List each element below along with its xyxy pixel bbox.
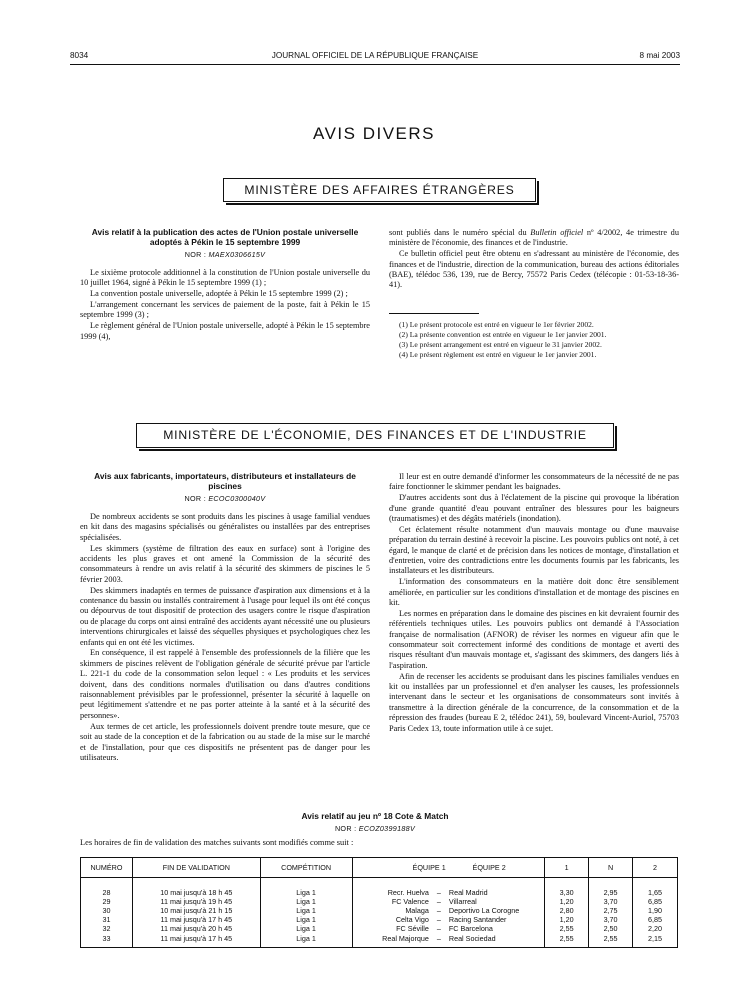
cell-dash: –	[436, 896, 441, 906]
col-header-2: 2	[633, 858, 678, 878]
nor-label: NOR :	[334, 823, 357, 833]
article-2-paragraph: De nombreux accidents se sont produits dans les piscines à usage familial vendues en kit dans des magasins spécialisés ou généralistes ou installées par des entreprises spécialisées.	[80, 512, 370, 542]
cell-odds-1: 2,80	[545, 906, 589, 915]
article-2-paragraph: D'autres accidents sont dus à l'éclatement de la piscine qui provoque la libération d'une grande quantité d'eau pouvant entraîner des blessures pour les baigneurs (traumatismes) et des dégâts matériels (inondation).	[389, 493, 679, 524]
cell-odds-2: 2,15	[633, 934, 678, 948]
page-number: 8034	[70, 51, 89, 60]
col-header-competition: COMPÉTITION	[260, 858, 352, 878]
cell-equipe1: FC Valence	[352, 897, 432, 906]
cell-odds-n: 2,75	[589, 906, 633, 915]
cell-equipe1: Malaga	[352, 906, 432, 915]
cell-odds-2: 6,85	[633, 897, 678, 906]
text-run: nº 4/2002, 4e trimestre du ministère de l'économie, des finances et de l'industrie.	[389, 228, 679, 248]
footnote-rule	[389, 313, 479, 314]
cell-dash: –	[436, 924, 441, 934]
cell-numero: 28	[81, 888, 133, 897]
article-1-paragraph: L'arrangement concernant les services de paiement de la poste, fait à Pékin le 15 septembre 1999 (3) ;	[80, 300, 370, 320]
cell-numero: 31	[81, 915, 133, 924]
cell-equipe2: Deportivo La Corogne	[446, 906, 545, 915]
article-1-title: Avis relatif à la publication des actes de l'Union postale universelle adoptés à Pékin le 15 septembre 1999	[91, 227, 359, 247]
table-row	[81, 924, 678, 933]
cell-numero: 30	[81, 906, 133, 915]
article-1-paragraph: Le sixième protocole additionnel à la constitution de l'Union postale universelle du 10 juillet 1964, signé à Pékin le 15 septembre 1999 (1) ;	[80, 268, 370, 288]
cell-equipe1: Celta Vigo	[352, 915, 432, 924]
col-header-equipe1: ÉQUIPE 1	[412, 863, 446, 872]
cell-odds-n: 3,70	[589, 897, 633, 906]
cell-equipe2: Racing Santander	[446, 915, 545, 924]
cell-dash: –	[436, 905, 441, 915]
footnote: (1) Le présent protocole est entré en vigueur le 1er février 2002.	[399, 319, 594, 329]
cell-fin: 11 mai jusqu'à 19 h 45	[132, 897, 260, 906]
cell-fin: 11 mai jusqu'à 20 h 45	[132, 924, 260, 933]
cell-odds-2: 2,20	[633, 924, 678, 933]
table-row	[81, 934, 678, 948]
col-header-equipe2: ÉQUIPE 2	[472, 863, 506, 872]
ministry-heading-foreign-affairs	[223, 178, 536, 202]
article-1-right-column	[389, 228, 679, 361]
col-header-1: 1	[545, 858, 589, 878]
nor-label: NOR :	[184, 493, 206, 503]
article-3-title: Avis relatif au jeu nº 18 Cote & Match	[301, 811, 449, 821]
header-rule	[70, 64, 680, 65]
article-2-paragraph: Des skimmers inadaptés en termes de puissance d'aspiration aux dimensions et à la contenance du bassin ou installés contrairement à l'usage pour lequel ils ont été conçus ou dépourvus de tout dispositif de protection des usagers contre le risque d'aspiration ou de placage du corps ont ainsi entraîné des accidents ayant nécessité une ou plusieurs interventions chirurgicales et laissé des séquelles physiques et psychologiques chez les enfants qui en ont été les victimes.	[80, 585, 370, 647]
table-row	[81, 915, 678, 924]
col-header-n: N	[589, 858, 633, 878]
cell-numero: 29	[81, 897, 133, 906]
article-3-intro: Les horaires de fin de validation des matches suivants sont modifiés comme suit :	[80, 838, 354, 848]
ministry-heading-label: MINISTÈRE DES AFFAIRES ÉTRANGÈRES	[244, 183, 515, 197]
table-header-row	[81, 858, 678, 878]
cell-equipe2: FC Barcelona	[446, 924, 545, 933]
cell-competition: Liga 1	[260, 915, 352, 924]
article-2-paragraph: En conséquence, il est rappelé à l'ensemble des professionnels de la filière que les skimmers de piscines relèvent de l'obligation générale de sécurité prévue par l'article L. 221-1 du code de la consommation selon lequel : « Les produits et les services doivent, dans des conditions normales d'utilisation ou dans d'autres conditions raisonnablement prévisibles par le professionnel, présenter la sécurité à laquelle on peut légitimement s'attendre et ne pas porter atteinte à la santé et à la sécurité des personnes».	[80, 648, 370, 720]
cell-dash: –	[436, 887, 441, 897]
cell-odds-1: 2,55	[545, 934, 589, 948]
article-2-paragraph: Les normes en préparation dans le domaine des piscines en kit devraient fournir des référentiels techniques utiles. Les pouvoirs publics ont demandé à l'Association française de normalisation (AFNOR) de réviser les normes en vigueur afin que le consommateur soit correctement informé des conditions de montage et averti des risques résultant d'un mauvais montage et, s'agissant des skimmers, des dangers liés à l'aspiration.	[389, 608, 679, 670]
cell-competition: Liga 1	[260, 888, 352, 897]
cell-competition: Liga 1	[260, 924, 352, 933]
col-header-equipes	[352, 858, 545, 878]
cell-odds-1: 1,20	[545, 915, 589, 924]
article-2-paragraph: L'information des consommateurs en la matière doit donc être sensiblement améliorée, en particulier sur les conditions d'installation et de montage des piscines en kit.	[389, 577, 679, 608]
cell-odds-2: 1,90	[633, 906, 678, 915]
cell-equipe2: Real Madrid	[446, 888, 545, 897]
article-3-nor	[70, 824, 680, 834]
running-header	[70, 51, 680, 65]
cell-odds-n: 2,95	[589, 888, 633, 897]
cell-equipe1: FC Séville	[352, 924, 432, 933]
footnote: (3) Le présent arrangement est entré en vigueur le 31 janvier 2002.	[399, 340, 602, 350]
nor-label: NOR :	[184, 249, 207, 259]
article-2-paragraph: Les skimmers (système de filtration des eaux en surface) sont à l'origine des accidents les plus graves et ont amené la Commission de la sécurité des consommateurs à rendre un avis relatif à la sécurité des skimmers de piscines le 5 février 2003.	[80, 543, 370, 584]
article-2-paragraph: Afin de recenser les accidents se produisant dans les piscines familiales vendues en kit ou installées par un professionnel et d'en analyser les causes, les professionnels intervenant dans le secteur et les organisations de consommateurs sont invités à transmettre à la direction générale de la concurrence, de la consommation et de la répression des fraudes (bureau E 2, télédoc 241), 59, boulevard Vincent-Auriol, 75703 Paris Cedex 13, toute information utile à ce sujet.	[389, 671, 679, 733]
cell-competition: Liga 1	[260, 897, 352, 906]
cell-numero: 32	[81, 924, 133, 933]
cell-odds-2: 1,65	[633, 888, 678, 897]
cell-odds-n: 2,50	[589, 924, 633, 933]
cell-fin: 11 mai jusqu'à 17 h 45	[132, 934, 260, 948]
article-1-paragraph: Le règlement général de l'Union postale universelle, adopté à Pékin le 15 septembre 1999 (4),	[80, 321, 370, 341]
ministry-heading-label: MINISTÈRE DE L'ÉCONOMIE, DES FINANCES ET DE L'INDUSTRIE	[163, 428, 587, 442]
article-2-right-column	[389, 472, 679, 735]
cell-equipe2: Villarreal	[446, 897, 545, 906]
article-1-availability-paragraph: Ce bulletin officiel peut être obtenu en s'adressant au ministère de l'économie, des finances et de l'industrie, direction de la communication, bureau des actions éditoriales (BAE), télédoc 536, 139, rue de Bercy, 75572 Paris Cedex (télécopie : 01-53-18-36-41).	[389, 249, 679, 290]
article-1-paragraph: La convention postale universelle, adoptée à Pékin le 15 septembre 1999 (2) ;	[90, 289, 348, 299]
article-3	[70, 812, 680, 856]
article-2-title: Avis aux fabricants, importateurs, distributeurs et installateurs de piscines	[94, 471, 356, 491]
footnotes	[389, 320, 679, 361]
ministry-heading-economy	[136, 423, 614, 448]
nor-code: MAEX0306615V	[208, 249, 266, 259]
article-1-publication-paragraph	[389, 228, 679, 249]
table-spacer	[81, 878, 678, 888]
journal-title: JOURNAL OFFICIEL DE LA RÉPUBLIQUE FRANÇAISE	[271, 51, 479, 60]
cell-equipe1: Real Majorque	[352, 934, 432, 948]
table-row	[81, 897, 678, 906]
table-row	[81, 888, 678, 897]
cell-numero: 33	[81, 934, 133, 948]
nor-code: ECOC0300040V	[208, 493, 266, 503]
table-row	[81, 906, 678, 915]
bulletin-title: Bulletin officiel	[530, 228, 584, 237]
col-header-fin: FIN DE VALIDATION	[132, 858, 260, 878]
cell-odds-1: 1,20	[545, 897, 589, 906]
nor-code: ECOZ0399188V	[358, 823, 416, 833]
issue-date: 8 mai 2003	[639, 51, 680, 60]
cell-fin: 10 mai jusqu'à 21 h 15	[132, 906, 260, 915]
col-header-numero: NUMÉRO	[81, 858, 133, 878]
article-2-paragraph: Aux termes de cet article, les professionnels doivent prendre toute mesure, que ce soit au stade de la conception et de la fabrication ou au stade de la mise sur le marché et de l'installation, pour que ces dispositifs ne présentent pas de danger pour les utilisateurs.	[80, 721, 370, 762]
article-1-nor	[80, 250, 370, 260]
footnote: (4) Le présent règlement est entré en vigueur le 1er janvier 2001.	[399, 350, 597, 360]
article-2-paragraph: Il leur est en outre demandé d'informer les consommateurs de la nécessité de ne pas faire fonctionner le skimmer pendant les baignades.	[389, 472, 679, 492]
cell-competition: Liga 1	[260, 906, 352, 915]
cell-dash: –	[436, 915, 441, 925]
article-2-nor	[80, 494, 370, 504]
article-2-paragraph: Cet éclatement résulte notamment d'un mauvais montage ou d'une mauvaise préparation du terrain destiné à recevoir la piscine. Les pouvoirs publics ont noté, à cet égard, le manque de clarté et de précision dans les notices de montage, d'installation et d'entretien, voire des contradictions entre les documents fournis par les fabricants, les installateurs et les distributeurs.	[389, 524, 679, 576]
cell-odds-n: 3,70	[589, 915, 633, 924]
cell-equipe2: Real Sociedad	[446, 934, 545, 948]
cell-fin: 10 mai jusqu'à 18 h 45	[132, 888, 260, 897]
cell-equipe1: Recr. Huelva	[352, 888, 432, 897]
cell-fin: 11 mai jusqu'à 17 h 45	[132, 915, 260, 924]
cell-competition: Liga 1	[260, 934, 352, 948]
cell-odds-1: 3,30	[545, 888, 589, 897]
cell-odds-n: 2,55	[589, 934, 633, 948]
article-1-left-column	[80, 228, 370, 342]
matches-table	[80, 857, 678, 948]
cell-odds-1: 2,55	[545, 924, 589, 933]
cell-dash: –	[432, 934, 446, 948]
footnote: (2) La présente convention est entrée en vigueur le 1er janvier 2001.	[399, 330, 607, 340]
article-2-left-column	[80, 472, 370, 764]
cell-odds-2: 6,85	[633, 915, 678, 924]
text-run: sont publiés dans le numéro spécial du	[389, 228, 531, 237]
section-title: AVIS DIVERS	[313, 124, 435, 143]
